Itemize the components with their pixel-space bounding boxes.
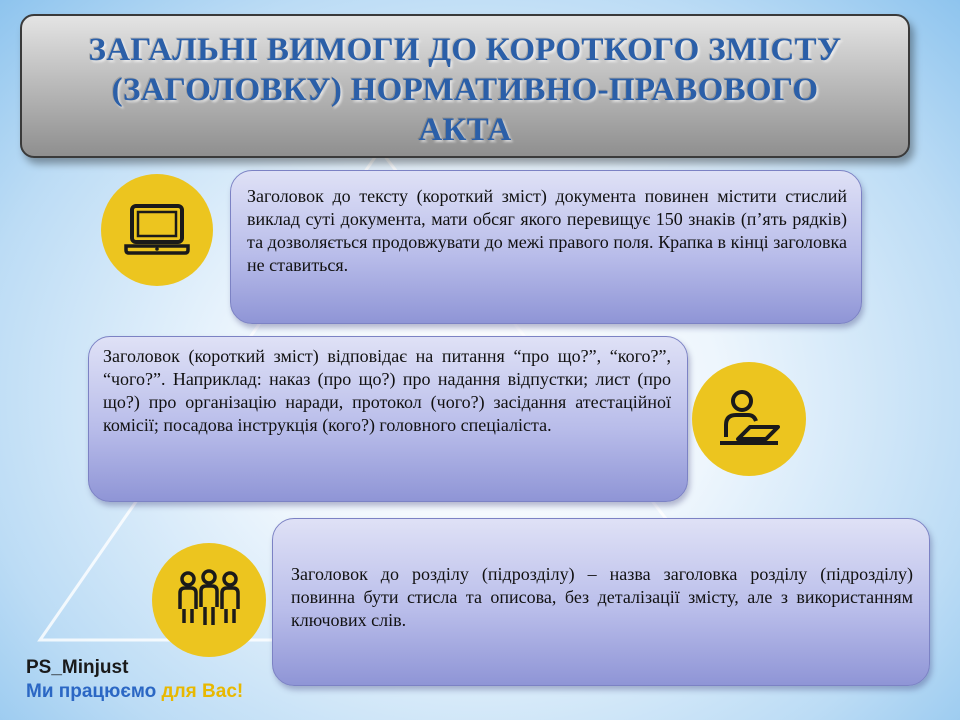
brand-name: PS_Minjust xyxy=(26,657,129,678)
title-line-3: АКТА xyxy=(418,112,512,148)
user-at-laptop-icon xyxy=(692,362,806,476)
card-3-text: Заголовок до розділу (підрозділу) – назва заголовка розділу (підрозділу) повинна бути стисла та описова, без деталізації змісту, але з використанням ключових слів. xyxy=(291,564,913,630)
brand-slogan xyxy=(26,680,243,704)
title-line-2: (ЗАГОЛОВКУ) НОРМАТИВНО-ПРАВОВОГО xyxy=(111,72,819,108)
card-heading-length xyxy=(230,170,862,324)
card-1-text: Заголовок до тексту (короткий зміст) документа повинен містити стислий виклад суті документа, мати обсяг якого перевищує 150 знаків (п’ять рядків) та дозволяється продовжувати до межі правого поля. Крапка в кінці заголовка не ставиться. xyxy=(247,186,847,275)
laptop-icon xyxy=(101,174,213,286)
card-section-heading xyxy=(272,518,930,686)
slogan-part-2: для Вас! xyxy=(161,681,244,702)
card-2-text: Заголовок (короткий зміст) відповідає на питання “про що?”, “кого?”, “чого?”. Наприклад: наказ (про що?) про надання відпустки; лист (про що?) про організацію наради, протокол (чого?) засідання атестаційної комісії; посадова інструкція (кого?) головного спеціаліста. xyxy=(103,346,671,435)
group-icon xyxy=(152,543,266,657)
brand-block xyxy=(26,656,243,704)
title-line-1: ЗАГАЛЬНІ ВИМОГИ ДО КОРОТКОГО ЗМІСТУ xyxy=(88,32,842,68)
title-banner xyxy=(20,14,910,158)
card-heading-questions xyxy=(88,336,688,502)
slogan-part-1: Ми працюємо xyxy=(26,681,162,702)
